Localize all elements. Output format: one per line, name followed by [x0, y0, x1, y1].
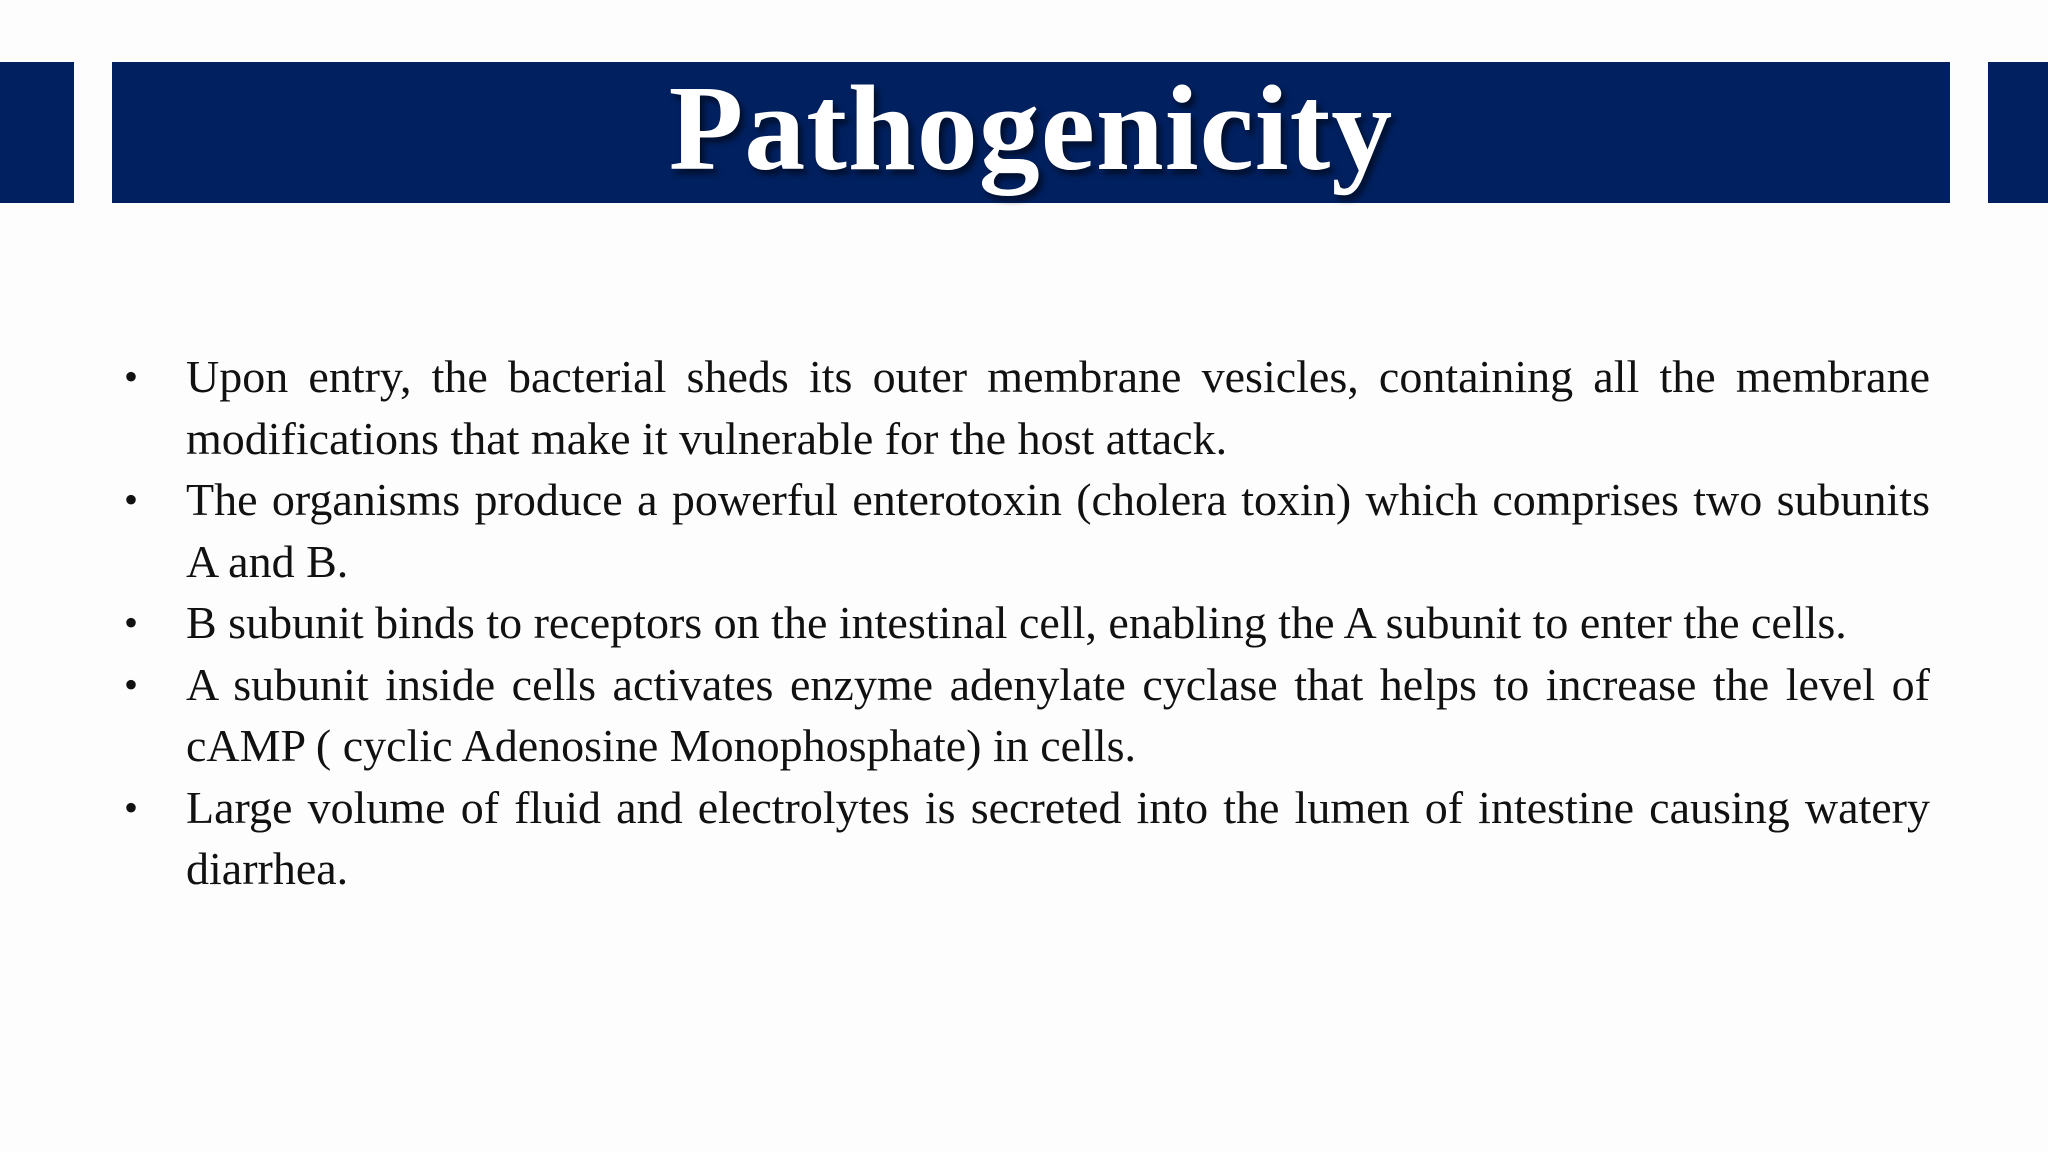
bullet-item: [118, 346, 1930, 469]
slide-title: Pathogenicity: [668, 60, 1394, 196]
bullet-item: [118, 592, 1930, 654]
bullet-text: Large volume of fluid and electrolytes is secreted into the lumen of intestine causing watery diarrhea.: [186, 781, 1930, 894]
bullet-marker: •: [124, 661, 139, 707]
bullet-marker: •: [124, 477, 139, 522]
bullet-marker: •: [124, 784, 139, 830]
bullet-marker: •: [124, 354, 139, 399]
title-band-right-accent: [1988, 62, 2048, 203]
bullet-item: [118, 469, 1930, 592]
bullet-item: [118, 654, 1930, 777]
bullet-list: [118, 346, 1930, 900]
bullet-text: A subunit inside cells activates enzyme adenylate cyclase that helps to increase the level of cAMP ( cyclic Adenosine Monophosphate) in cells.: [186, 658, 1930, 771]
title-band-left-accent: [0, 62, 74, 203]
bullet-text: B subunit binds to receptors on the intestinal cell, enabling the A subunit to enter the cells.: [186, 597, 1847, 648]
bullet-marker: •: [124, 600, 139, 645]
bullet-text: Upon entry, the bacterial sheds its outer membrane vesicles, containing all the membrane modifications that make it vulnerable for the host attack.: [186, 351, 1930, 464]
bullet-text: The organisms produce a powerful enterotoxin (cholera toxin) which comprises two subunits A and B.: [186, 474, 1930, 587]
bullet-item: [118, 777, 1930, 900]
